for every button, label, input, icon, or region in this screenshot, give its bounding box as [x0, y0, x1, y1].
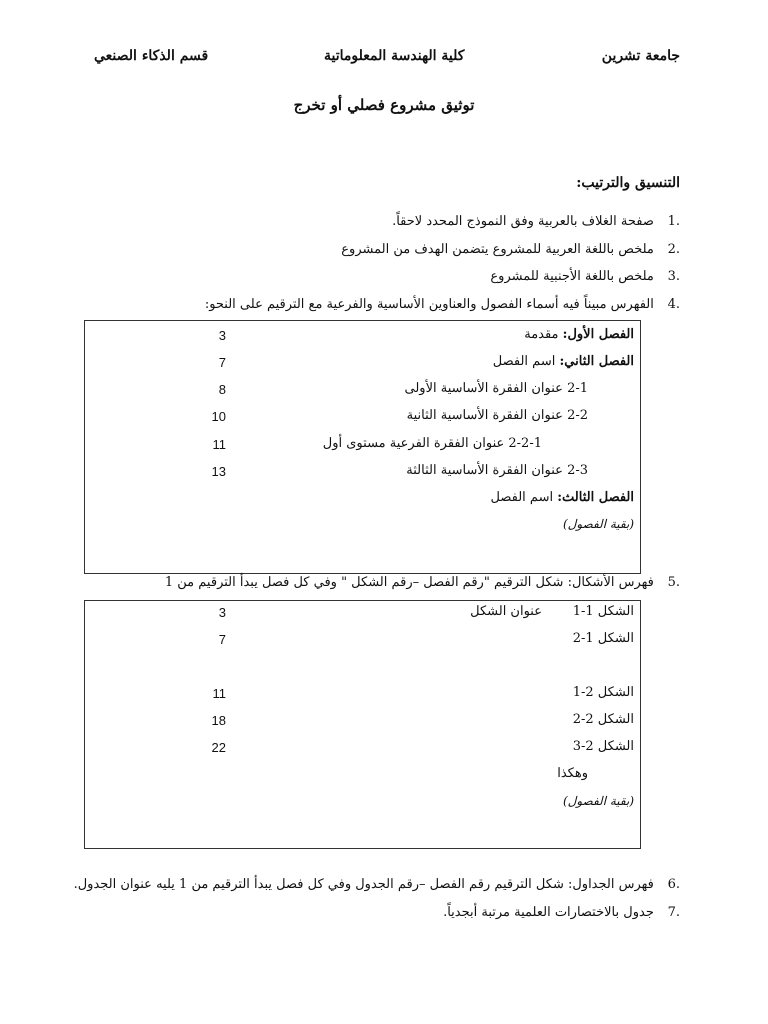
list-item: .6 فهرس الجداول: شكل الترقيم رقم الفصل –رقم الجدول وفي كل فصل يبدأ الترقيم من 1 يليه عنوان الجدول.: [73, 877, 680, 892]
figure-label: الشكل 2-1: [572, 685, 634, 700]
university-name: جامعة تشرين: [601, 48, 680, 64]
figure-label: الشكل 1-2: [572, 631, 634, 646]
toc-page-number: 7: [218, 355, 226, 370]
list-item: .5 فهرس الأشكال: شكل الترقيم "رقم الفصل –رقم الشكل " وفي كل فصل يبدأ الترقيم من 1: [164, 575, 680, 590]
list-item: .2 ملخص باللغة العربية للمشروع يتضمن الهدف من المشروع: [341, 242, 680, 257]
figures-etc-note: وهكذا: [557, 766, 588, 781]
toc-entry: الفصل الأول: مقدمة: [524, 327, 634, 342]
toc-entry: 2-1 عنوان الفقرة الأساسية الأولى: [404, 381, 588, 396]
figure-label: الشكل 1-1: [572, 604, 634, 619]
toc-page-number: 13: [211, 464, 226, 479]
section-heading: التنسيق والترتيب:: [576, 175, 680, 191]
toc-rest-note: (بقية الفصول): [562, 517, 634, 531]
toc-page-number: 8: [218, 382, 226, 397]
page-title: توثيق مشروع فصلي أو تخرج: [293, 96, 475, 114]
toc-entry: 2-3 عنوان الفقرة الأساسية الثالثة: [406, 463, 588, 478]
toc-page-number: 3: [218, 328, 226, 343]
list-item: .4 الفهرس مبيناً فيه أسماء الفصول والعناوين الأساسية والفرعية مع الترقيم على النحو:: [204, 297, 680, 312]
list-item: .3 ملخص باللغة الأجنبية للمشروع: [490, 269, 680, 284]
figure-page-number: 11: [212, 686, 226, 701]
list-item: .1 صفحة الغلاف بالعربية وفق النموذج المحدد لاحقاً.: [392, 214, 680, 229]
toc-entry: الفصل الثالث: اسم الفصل: [490, 490, 634, 505]
toc-entry: 2-2-1 عنوان الفقرة الفرعية مستوى أول: [322, 436, 542, 451]
figure-page-number: 18: [211, 713, 226, 728]
figure-title: عنوان الشكل: [470, 604, 542, 619]
list-item: .7 جدول بالاختصارات العلمية مرتبة أبجدياً.: [443, 905, 680, 920]
toc-page-number: 11: [212, 437, 226, 452]
toc-entry: الفصل الثاني: اسم الفصل: [492, 354, 634, 369]
figure-page-number: 3: [218, 605, 226, 620]
toc-entry: 2-2 عنوان الفقرة الأساسية الثانية: [406, 408, 588, 423]
figure-label: الشكل 2-2: [572, 712, 634, 727]
faculty-name: كلية الهندسة المعلوماتية: [324, 48, 465, 64]
department-name: قسم الذكاء الصنعي: [94, 48, 209, 64]
figure-page-number: 7: [218, 632, 226, 647]
toc-page-number: 10: [211, 409, 226, 424]
figures-rest-note: (بقية الفصول): [562, 794, 634, 808]
figure-label: الشكل 2-3: [572, 739, 634, 754]
figure-page-number: 22: [211, 740, 226, 755]
figures-index-box: [84, 600, 641, 849]
